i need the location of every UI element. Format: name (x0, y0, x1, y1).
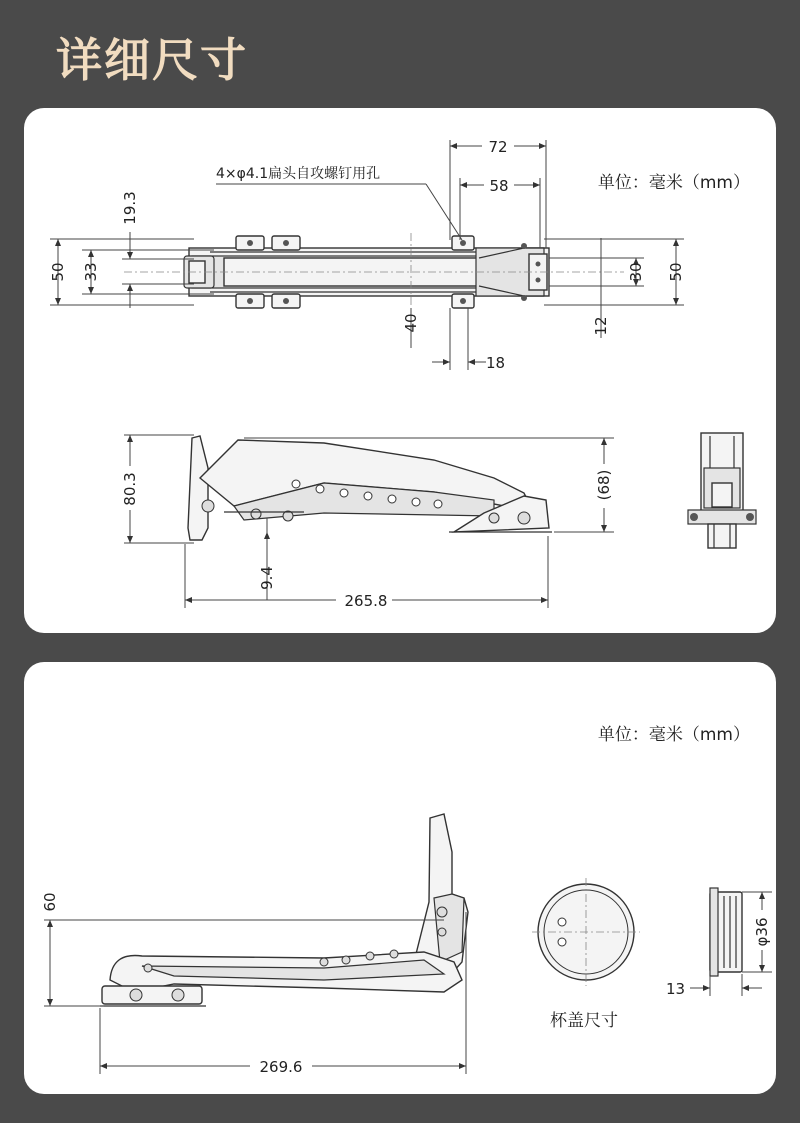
dim-72: 72 (488, 138, 508, 156)
dim-9-4: 9.4 (258, 566, 276, 590)
dimension-card-closed (24, 108, 776, 633)
dimension-card-open (24, 662, 776, 1094)
dim-12: 12 (592, 316, 610, 336)
dim-269-6: 269.6 (259, 1058, 303, 1076)
side-view-drawing (188, 436, 552, 540)
end-view-drawing (688, 433, 756, 548)
unit-label-2: 单位：毫米（mm） (597, 725, 750, 745)
dim-40: 40 (402, 313, 420, 333)
dim-50-left: 50 (49, 262, 67, 282)
page-title: 详细尺寸 (56, 33, 248, 87)
dim-68: (68) (595, 469, 613, 501)
hinge-closed-drawings (24, 108, 776, 633)
dim-30: 30 (627, 262, 645, 282)
dim-33: 33 (82, 262, 100, 282)
unit-label: 单位：毫米（mm） (597, 173, 750, 193)
cup-cover-front (532, 878, 640, 1031)
open-hinge-drawing (100, 814, 468, 1006)
dim-265-8: 265.8 (344, 592, 388, 610)
hole-note: 4×φ4.1扁头自攻螺钉用孔 (216, 166, 381, 182)
dim-50-right: 50 (667, 262, 685, 282)
dim-58: 58 (489, 177, 509, 195)
hinge-open-drawings (24, 662, 776, 1094)
dim-13: 13 (666, 980, 686, 998)
dim-80-3: 80.3 (121, 472, 139, 506)
cup-cover-caption: 杯盖尺寸 (550, 1011, 618, 1031)
dim-19-3: 19.3 (121, 191, 139, 225)
dim-18: 18 (486, 354, 506, 372)
cup-cover-side (710, 888, 742, 976)
dim-36: φ36 (753, 917, 771, 947)
dim-60: 60 (41, 892, 59, 912)
